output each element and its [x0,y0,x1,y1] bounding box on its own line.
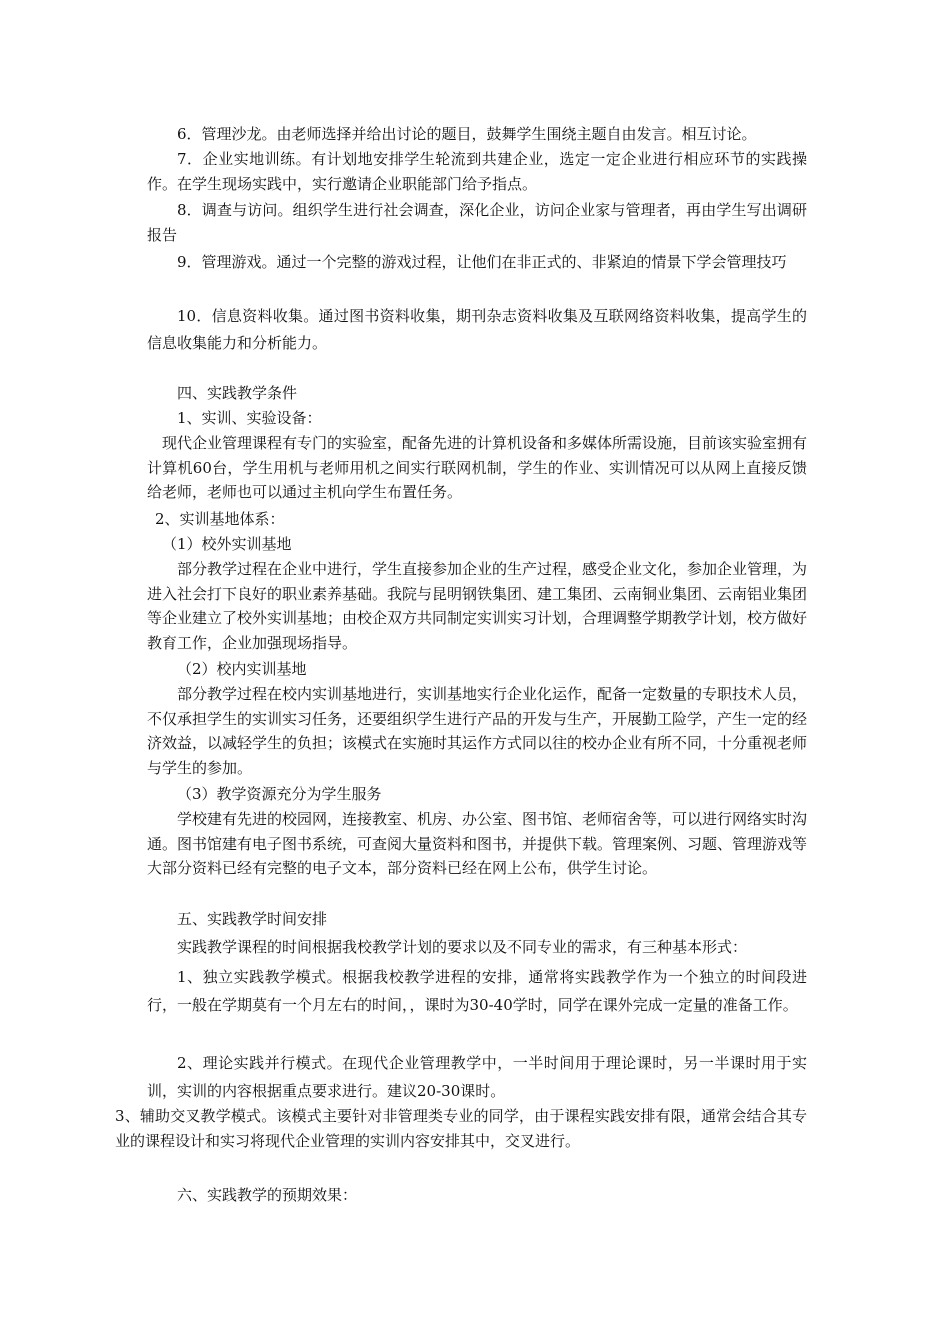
subheading-external-base: （1）校外实训基地 [162,535,292,553]
paragraph-lab-description: 现代企业管理课程有专门的实验室，配备先进的计算机设备和多媒体所需设施，目前该实验室拥有计算机60台，学生用机与老师用机之间实行联网机制，学生的作业、实训情况可以从网上直接反馈给老师，老师也可以通过主机向学生布置任务。 [147,434,808,501]
section-heading-5: 五、实践教学时间安排 [177,910,328,928]
paragraph-item-7-field-training: 7．企业实地训练。有计划地安排学生轮流到共建企业，选定一定企业进行相应环节的实践操作。在学生现场实践中，实行邀请企业职能部门给予指点。 [147,150,807,193]
paragraph-mode-independent: 1、独立实践教学模式。根据我校教学进程的安排，通常将实践教学作为一个独立的时间段进行，一般在学期莫有一个月左右的时间，，课时为30-40学时，同学在课外完成一定量的准备工作。 [147,968,807,1014]
paragraph-teaching-resources: 学校建有先进的校园网，连接教室、机房、办公室、图书馆、老师宿舍等，可以进行网络实时沟通。图书馆建有电子图书系统，可查阅大量资料和图书，并提供下载。管理案例、习题、管理游戏等大部分资料已经有完整的电子文本，部分资料已经在网上公布，供学生讨论。 [147,810,808,877]
subheading-equipment: 1、实训、实验设备： [177,409,322,427]
paragraph-item-8-survey: 8．调查与访问。组织学生进行社会调查，深化企业，访问企业家与管理者，再由学生写出调研报告 [147,201,807,244]
paragraph-item-9-management-game: 9．管理游戏。通过一个完整的游戏过程，让他们在非正式的、非紧迫的情景下学会管理技巧 [177,253,787,271]
subheading-internal-base: （2）校内实训基地 [177,660,307,678]
section-heading-4: 四、实践教学条件 [177,384,298,402]
paragraph-schedule-intro: 实践教学课程的时间根据我校教学计划的要求以及不同专业的需求，有三种基本形式： [177,938,748,956]
paragraph-item-6-salon: 6．管理沙龙。由老师选择并给出讨论的题目，鼓舞学生围绕主题自由发言。相互讨论。 [177,125,757,143]
paragraph-mode-parallel: 2、理论实践并行模式。在现代企业管理教学中，一半时间用于理论课时，另一半课时用于实训，实训的内容根据重点要求进行。建议20-30课时。 [147,1054,807,1100]
paragraph-internal-base: 部分教学过程在校内实训基地进行，实训基地实行企业化运作，配备一定数量的专职技术人员，不仅承担学生的实训实习任务，还要组织学生进行产品的开发与生产，开展勤工险学，产生一定的经济效益，以减轻学生的负担；该模式在实施时其运作方式同以往的校办企业有所不同，十分重视老师与学生的参加。 [147,685,808,777]
subheading-base-system: 2、实训基地体系： [155,510,285,528]
paragraph-item-10-information: 10．信息资料收集。通过图书资料收集，期刊杂志资料收集及互联网络资料收集，提高学生的信息收集能力和分析能力。 [147,307,807,352]
section-heading-6: 六、实践教学的预期效果： [177,1186,358,1204]
paragraph-external-base: 部分教学过程在企业中进行，学生直接参加企业的生产过程，感受企业文化，参加企业管理，为进入社会打下良好的职业素养基础。我院与昆明钢铁集团、建工集团、云南铜业集团、云南铝业集团等企业建立了校外实训基地；由校企双方共同制定实训实习计划，合理调整学期教学计划，校方做好教育工作，企业加强现场指导。 [147,560,808,652]
paragraph-mode-cross: 3、辅助交叉教学模式。该模式主要针对非管理类专业的同学，由于课程实践安排有限，通常会结合其专业的课程设计和实习将现代企业管理的实训内容安排其中，交叉进行。 [115,1107,807,1150]
subheading-teaching-resources: （3）教学资源充分为学生服务 [177,785,382,803]
